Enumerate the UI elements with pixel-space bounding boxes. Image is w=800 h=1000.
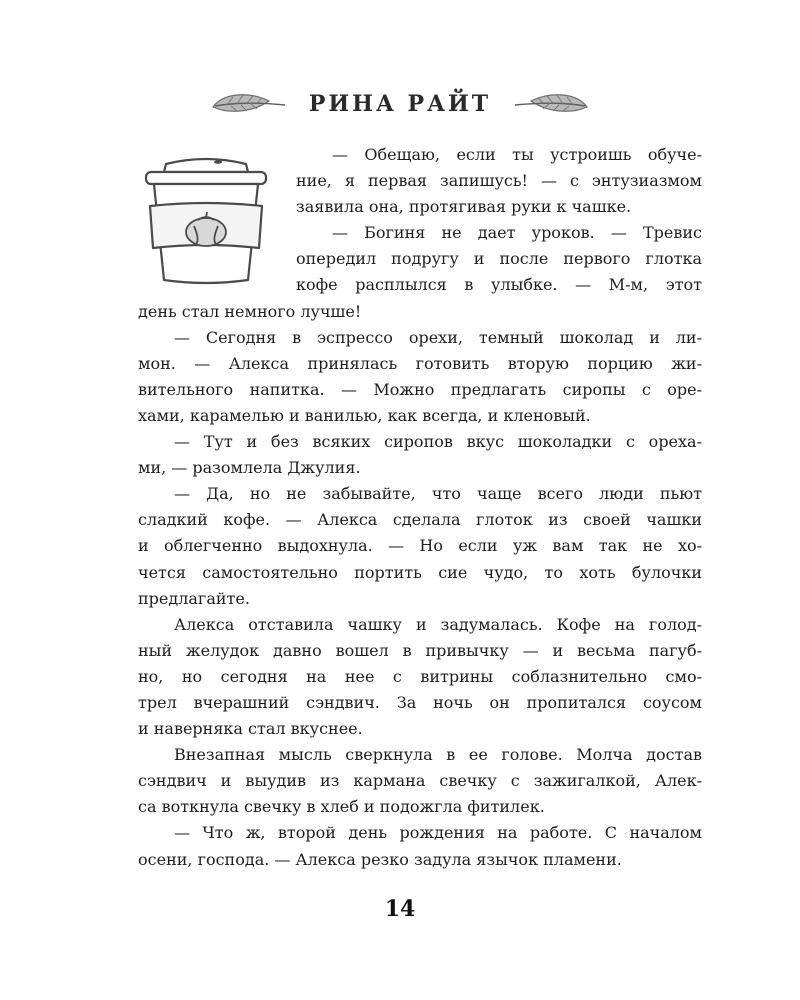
page-number: 14 bbox=[384, 896, 416, 922]
body-text bbox=[138, 142, 702, 873]
wrapped-block bbox=[138, 142, 702, 299]
text-line: заявила она, протягивая руки к чашке. bbox=[296, 197, 632, 217]
paragraph bbox=[296, 142, 702, 220]
text-line: кофе расплылся в улыбке. — М-м, этот bbox=[296, 275, 702, 295]
text-line: предлагайте. bbox=[138, 588, 250, 608]
leaf-right-icon bbox=[513, 89, 591, 119]
text-line: мон. — Алекса принялась готовить вторую порцию жи- bbox=[138, 353, 702, 373]
text-line: день стал немного лучше! bbox=[138, 301, 362, 321]
text-line: Алекса отставила чашку и задумалась. Кофе на голод- bbox=[174, 614, 702, 634]
text-line: са воткнула свечку в хлеб и подожгла фитилек. bbox=[138, 797, 545, 817]
text-line: ми, — разомлела Джулия. bbox=[138, 458, 361, 478]
text-line: — Что ж, второй день рождения на работе. С началом bbox=[174, 823, 702, 843]
text-line: сладкий кофе. — Алекса сделала глоток из своей чашки bbox=[138, 510, 702, 530]
text-line: — Сегодня в эспрессо орехи, темный шоколад и ли- bbox=[174, 327, 702, 347]
leaf-left-icon bbox=[209, 89, 287, 119]
text-line: — Да, но не забывайте, что чаще всего люди пьют bbox=[174, 484, 702, 504]
paragraph bbox=[138, 612, 702, 742]
text-line: вительного напитка. — Можно предлагать сиропы с оре- bbox=[138, 379, 702, 399]
text-line: хами, карамелью и ванилью, как всегда, и кленовый. bbox=[138, 405, 591, 425]
text-line: Внезапная мысль сверкнула в ее голове. Молча достав bbox=[174, 745, 702, 765]
paragraph bbox=[138, 742, 702, 820]
paragraph bbox=[138, 299, 702, 325]
running-header bbox=[0, 84, 800, 124]
paragraph bbox=[138, 820, 702, 872]
text-line: трел вчерашний сэндвич. За ночь он пропитался соусом bbox=[138, 692, 702, 712]
paragraph bbox=[296, 220, 702, 298]
paragraph bbox=[138, 481, 702, 611]
text-line: осени, господа. — Алекса резко задула язычок пламени. bbox=[138, 849, 622, 869]
text-line: чется самостоятельно портить сие чудо, то хоть булочки bbox=[138, 562, 702, 582]
text-line: ный желудок давно вошел в привычку — и весьма пагуб- bbox=[138, 640, 702, 660]
author-name: РИНА РАЙТ bbox=[308, 91, 492, 117]
text-line: и наверняка стал вкуснее. bbox=[138, 719, 363, 739]
text-line: — Обещаю, если ты устроишь обуче- bbox=[332, 145, 702, 164]
text-line: сэндвич и выудив из кармана свечку с зажигалкой, Алек- bbox=[138, 771, 702, 791]
text-line: и облегченно выдохнула. — Но если уж вам так не хо- bbox=[138, 536, 702, 556]
text-line: опередил подругу и после первого глотка bbox=[296, 249, 702, 269]
paragraph bbox=[138, 429, 702, 481]
text-line: — Богиня не дает уроков. — Тревис bbox=[332, 223, 702, 243]
text-line: ние, я первая запишусь! — с энтузиазмом bbox=[296, 171, 702, 191]
text-line: но, но сегодня на нее с витрины соблазнительно смо- bbox=[138, 666, 702, 686]
paragraph bbox=[138, 325, 702, 429]
text-line: — Тут и без всяких сиропов вкус шоколадки с ореха- bbox=[174, 432, 702, 452]
